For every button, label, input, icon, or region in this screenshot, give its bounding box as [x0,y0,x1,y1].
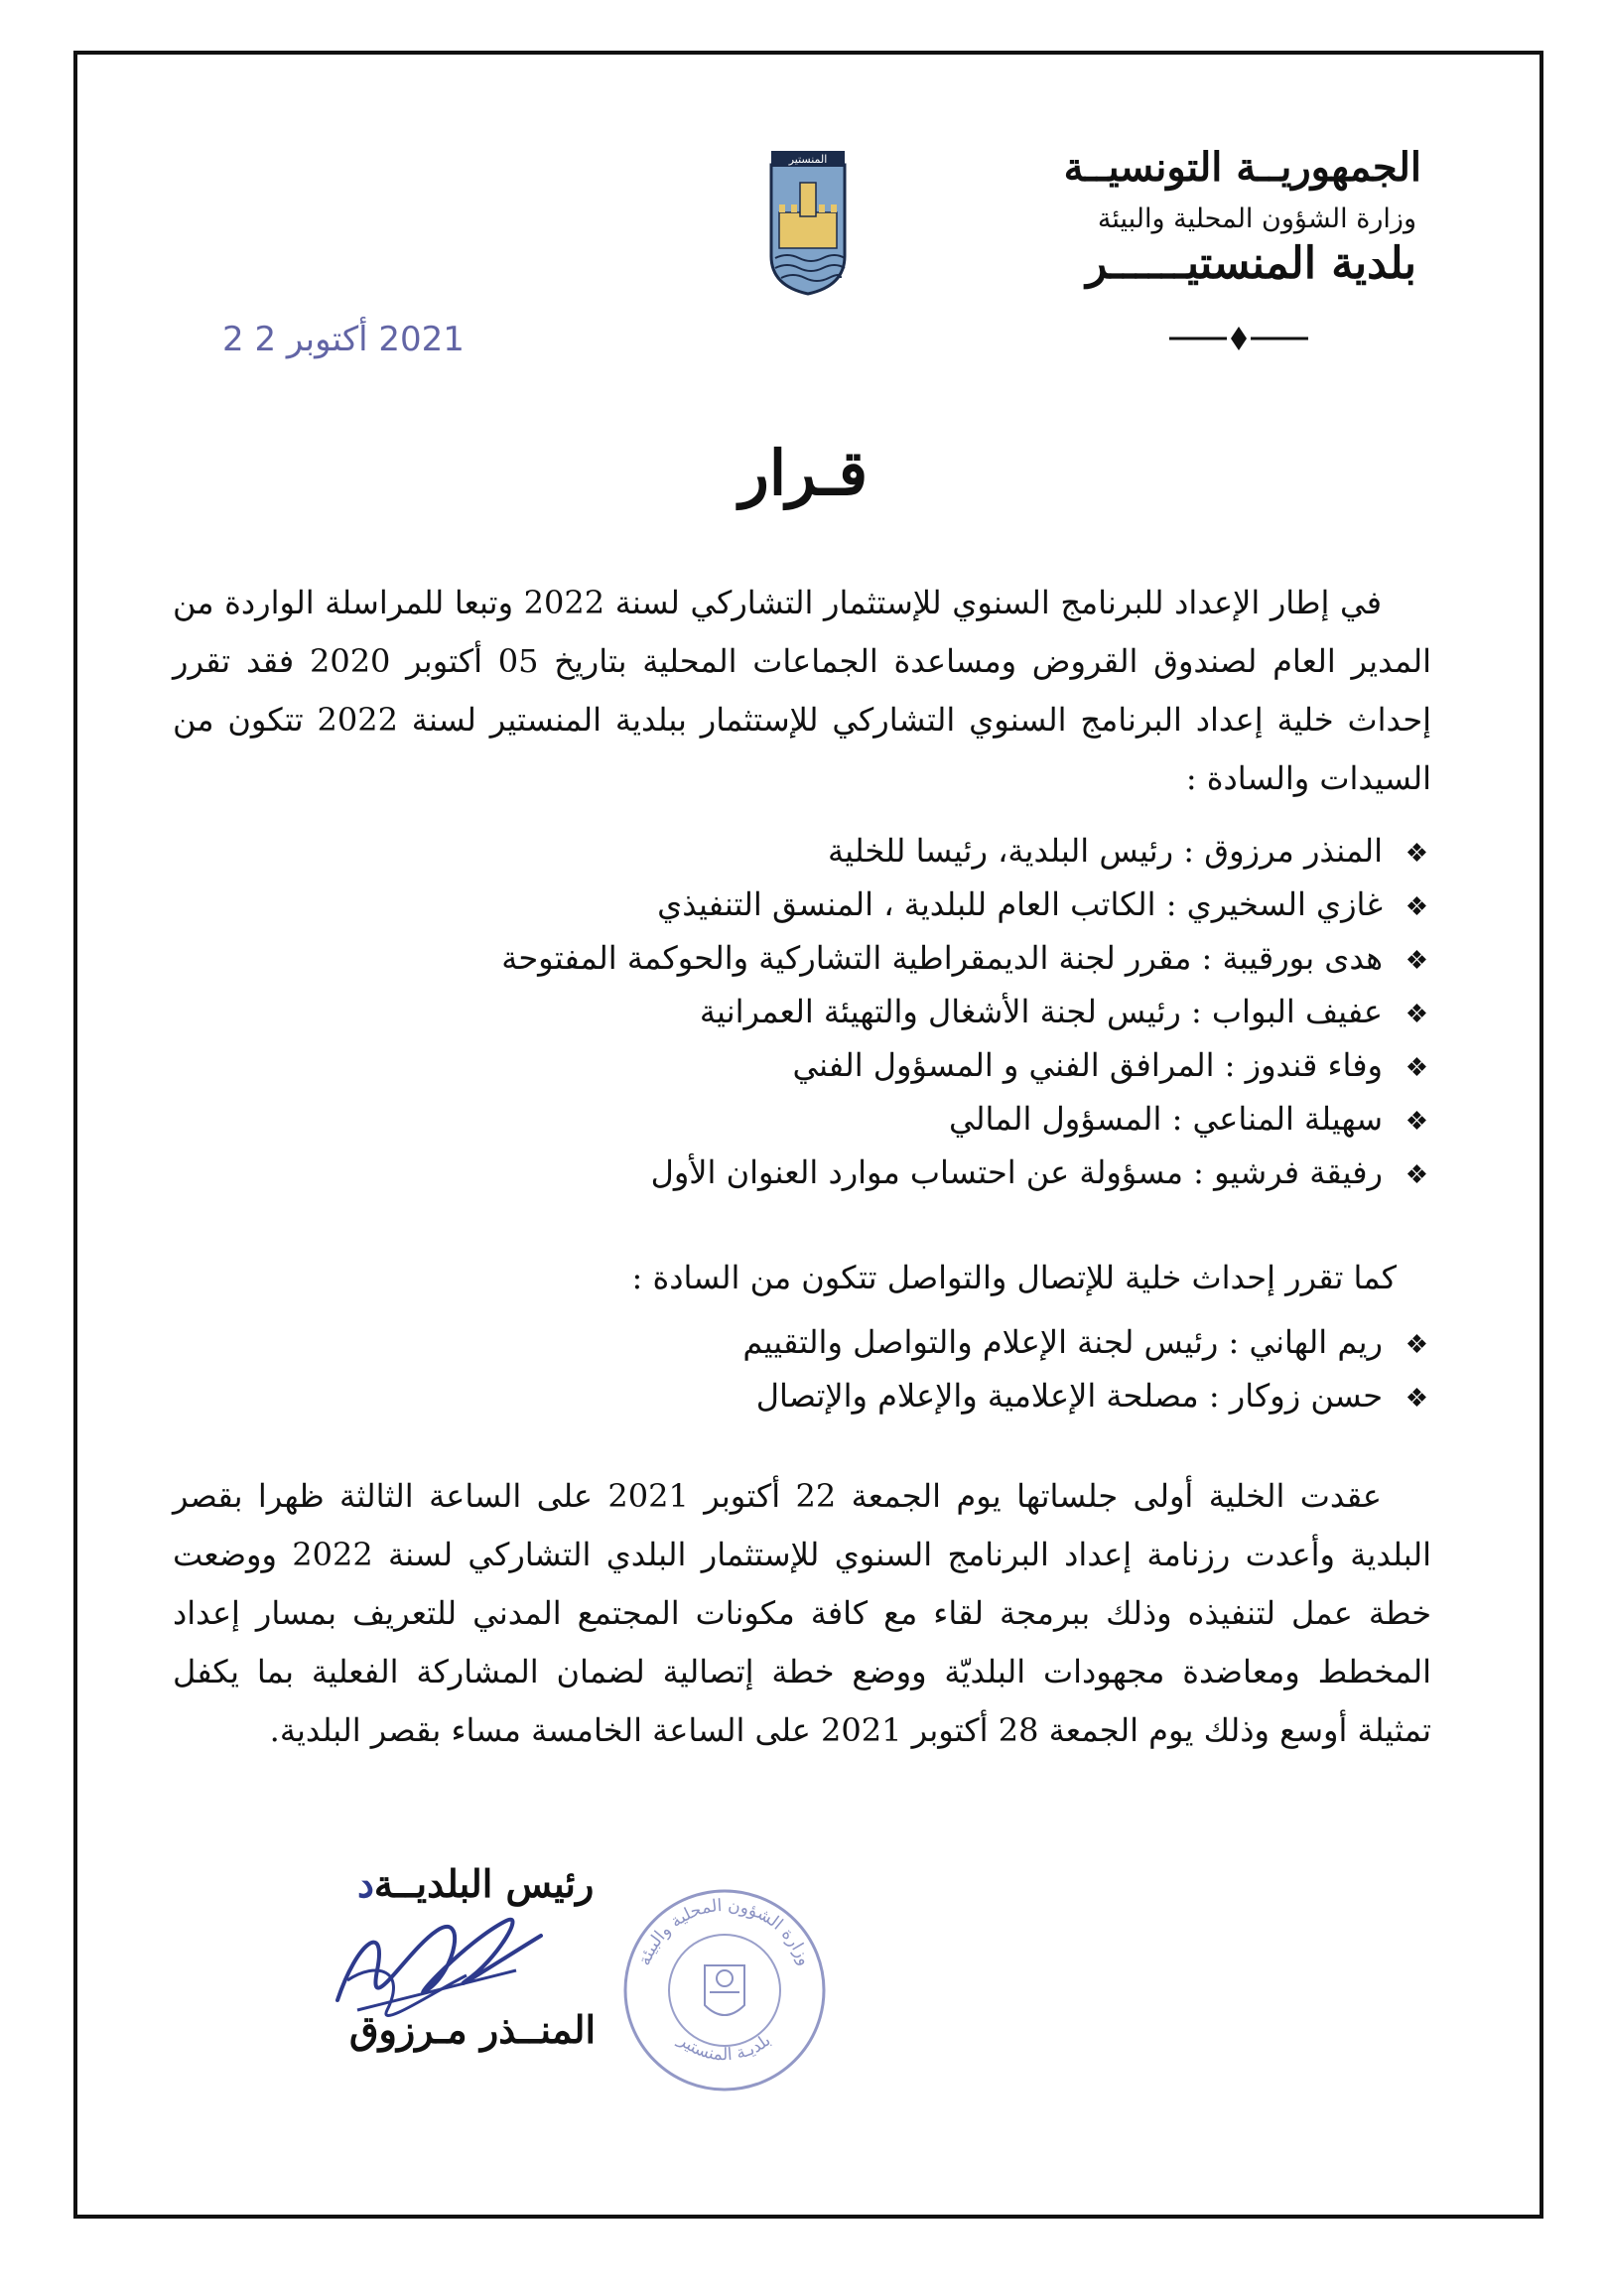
member-text: هدى بورقيبة : مقرر لجنة الديمقراطية التشاركية والحوكمة المفتوحة [501,939,1383,977]
diamond-bullet-icon: ❖ [1405,1053,1428,1083]
svg-text:وزارة الشؤون المحلية والبيئة [634,1896,814,1968]
member-text: وفاء قندوز : المرافق الفني و المسؤول الفني [792,1046,1383,1084]
member-text: حسن زوكار : مصلحة الإعلامية والإعلام والإتصال [755,1377,1383,1415]
diamond-bullet-icon: ❖ [1405,1107,1428,1137]
signatory-title-text: رئيس البلديــة [373,1861,595,1906]
list-item [501,1092,1428,1146]
diamond-bullet-icon: ❖ [1405,946,1428,976]
diamond-bullet-icon: ❖ [1405,1330,1428,1360]
intro-paragraph [173,574,1431,808]
cell1-members-list [501,824,1428,1199]
diamond-bullet-icon: ❖ [1405,839,1428,869]
republic-header: الجمهوريــة التونسيــة [1063,144,1421,191]
meeting-paragraph [173,1467,1431,1760]
member-text: ريم الهاني : رئيس لجنة الإعلام والتواصل والتقييم [742,1323,1383,1361]
logo-text: المنستير [788,153,828,166]
meeting-paragraph-text: عقدت الخلية أولى جلساتها يوم الجمعة 22 أكتوبر 2021 على الساعة الثالثة ظهرا بقصر البلدية وأعدت رزنامة إعداد البرنامج السنوي للإستثمار البلدي التشاركي لسنة 2022 ووضعت خطة عمل لتنفيذه وذلك ببرمجة لقاء مع كافة مكونات المجتمع المدني للتعريف بمسار إعداد المخطط ومعاضدة مجهودات البلديّة ووضع خطة إتصالية لضمان المشاركة الفعلية بما يكفل تمثيلة أوسع وذلك يوم الجمعة 28 أكتوبر 2021 على الساعة الخامسة مساء بقصر البلدية. [173,1477,1431,1749]
member-text: سهيلة المناعي : المسؤول المالي [949,1100,1383,1138]
list-item [501,931,1428,985]
official-seal-icon [615,1881,834,2099]
ornament-divider-icon [1169,324,1308,353]
diamond-bullet-icon: ❖ [1405,1384,1428,1414]
list-item [501,878,1428,931]
diamond-bullet-icon: ❖ [1405,892,1428,922]
signatory-name: المنــذر مـرزوق [349,2007,597,2052]
list-item [742,1315,1428,1369]
seal-municipality-text: بلديـة المنستير [674,2030,775,2066]
member-text: غازي السخيري : الكاتب العام للبلدية ، المنسق التنفيذي [657,885,1383,923]
list-item [501,1146,1428,1199]
municipality-name: بلدية المنستيــــــر [1086,238,1416,289]
signatory-prefix: د [357,1861,374,1906]
diamond-bullet-icon: ❖ [1405,1160,1428,1190]
communication-cell-paragraph: كما تقرر إحداث خلية للإتصال والتواصل تتكون من السادة : [631,1259,1397,1296]
diamond-bullet-icon: ❖ [1405,1000,1428,1029]
monastir-castle-logo-icon [767,147,849,296]
received-date-stamp: 2021 أكتوبر 2 2 [222,320,465,359]
member-text: رفيقة فرشيو : مسؤولة عن احتساب موارد العنوان الأول [650,1153,1383,1191]
seal-ministry-text: وزارة الشؤون المحلية والبيئة [634,1895,815,1968]
page-title: قـرار [738,437,869,509]
list-item [501,1038,1428,1092]
list-item [501,824,1428,878]
ministry-header: وزارة الشؤون المحلية والبيئة [1097,203,1416,234]
member-text: عفيف البواب : رئيس لجنة الأشغال والتهيئة العمرانية [699,993,1383,1030]
list-item [501,985,1428,1038]
municipality-header [1086,238,1416,289]
svg-text:بلديـة المنستير [674,2030,775,2065]
intro-paragraph-text: في إطار الإعداد للبرنامج السنوي للإستثمار التشاركي لسنة 2022 وتبعا للمراسلة الواردة من المدير العام لصندوق القروض ومساعدة الجماعات المحلية بتاريخ 05 أكتوبر 2020 فقد تقرر إحداث خلية إعداد البرنامج السنوي التشاركي للإستثمار ببلدية المنستير لسنة 2022 تتكون من السيدات والسادة : [173,584,1432,797]
list-item [742,1369,1428,1422]
cell2-members-list [742,1315,1428,1422]
member-text: المنذر مرزوق : رئيس البلدية، رئيسا للخلية [828,832,1383,870]
